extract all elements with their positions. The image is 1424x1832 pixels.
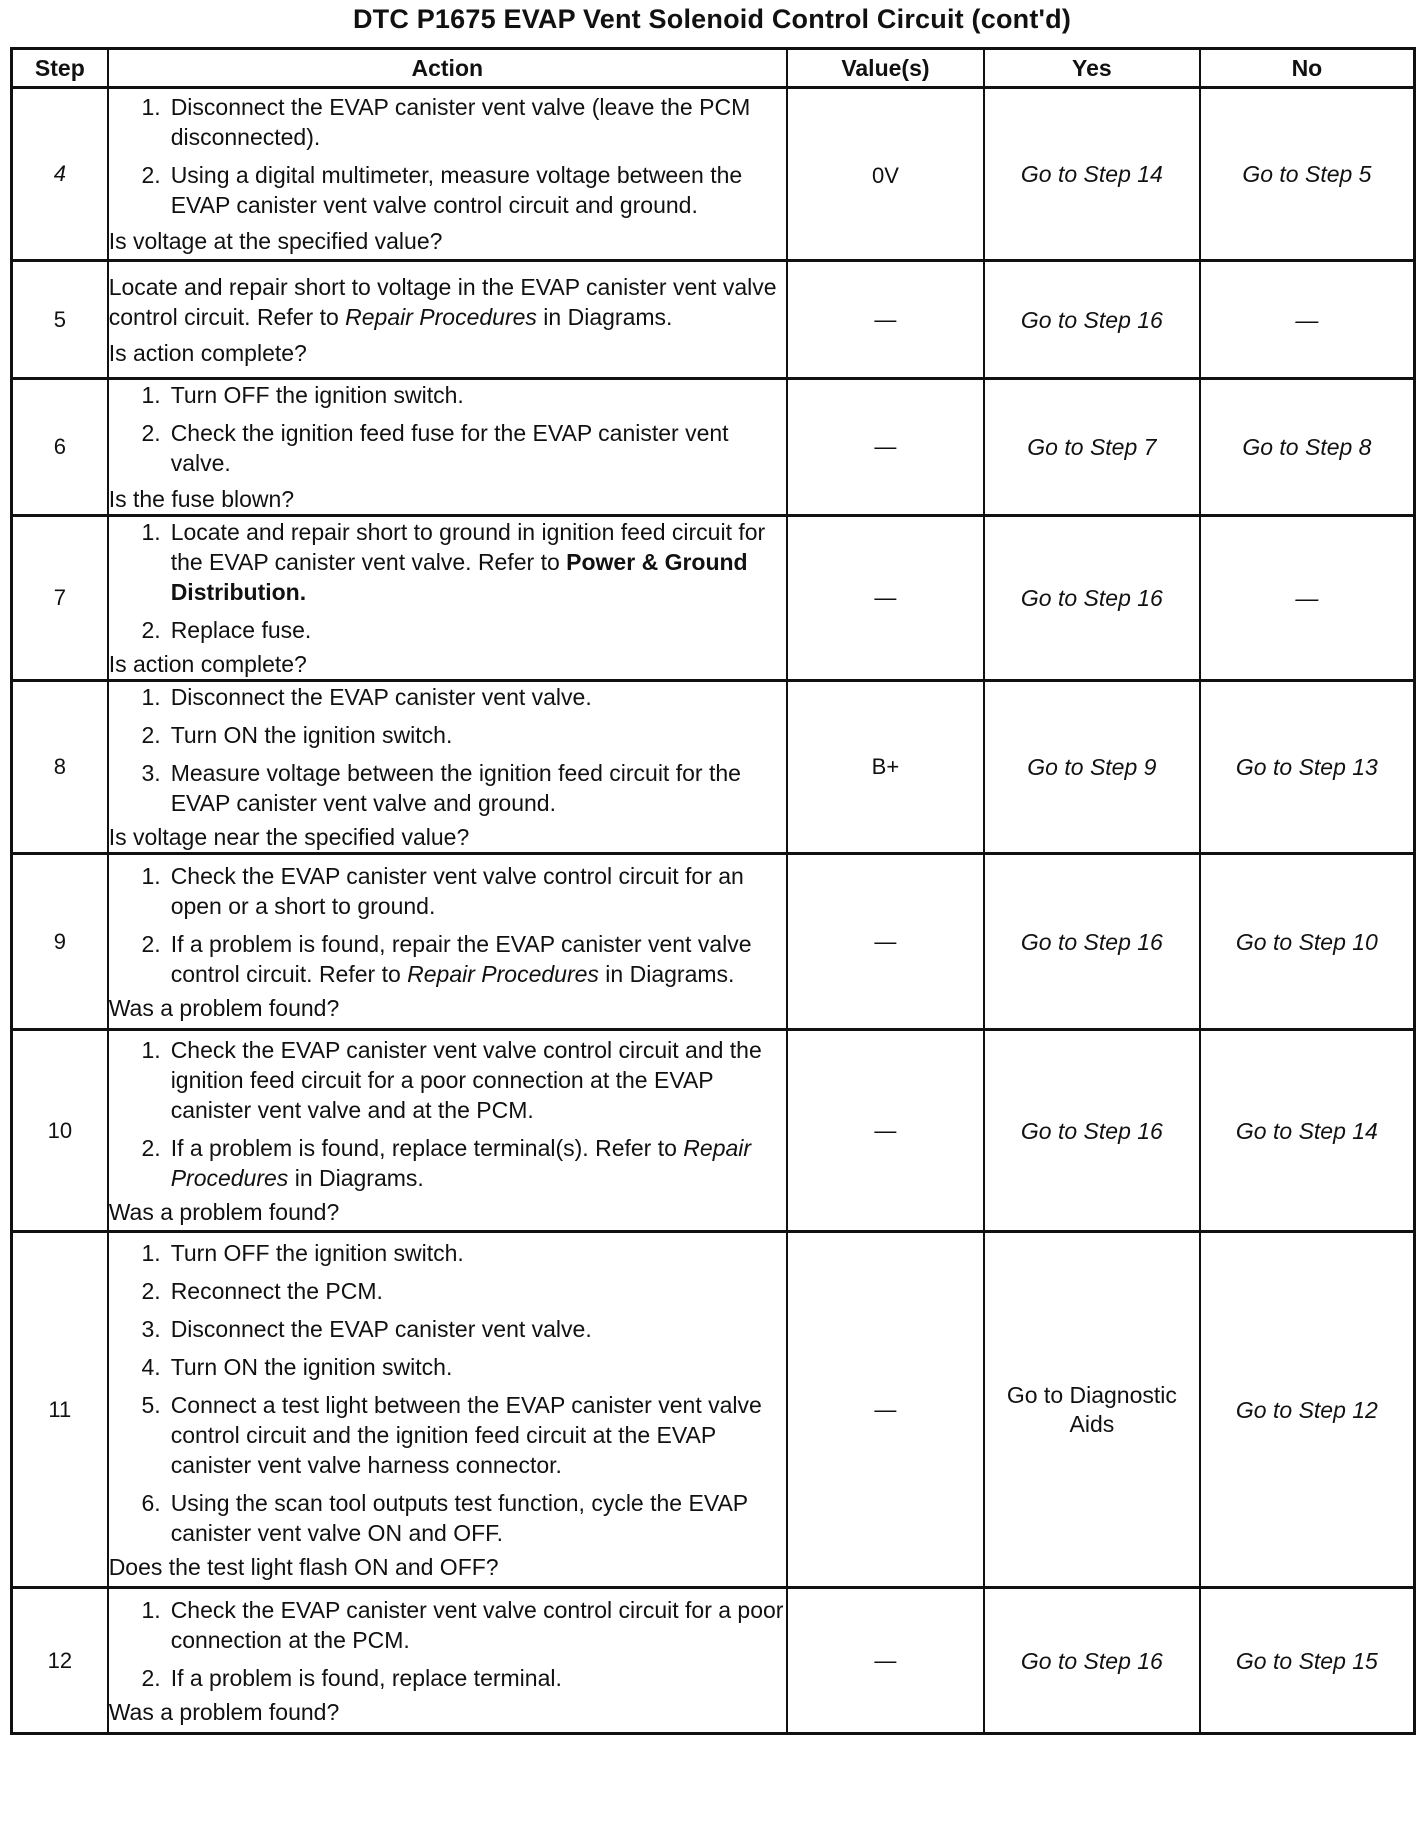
- action-question: Was a problem found?: [108, 1698, 340, 1725]
- table-row: [12, 379, 1415, 516]
- yes-cell: Go to Step 16: [984, 1030, 1200, 1232]
- action-item: 1. Disconnect the EVAP canister vent valve (leave the PCM disconnected).: [141, 94, 751, 150]
- action-cell: [108, 379, 787, 516]
- action-item: 1. Check the EVAP canister vent valve control circuit for a poor connection at the PCM.: [141, 1596, 784, 1653]
- yes-line: Aids: [1069, 1410, 1115, 1437]
- step-number: 9: [12, 854, 108, 1030]
- table-row: [12, 1588, 1415, 1734]
- no-cell: Go to Step 15: [1200, 1588, 1415, 1734]
- no-cell: Go to Step 8: [1200, 379, 1415, 516]
- yes-cell: Go to Step 16: [984, 516, 1200, 681]
- step-number: 5: [12, 261, 108, 379]
- step-number: 12: [12, 1588, 108, 1734]
- action-item: 2. Check the ignition feed fuse for the EVAP canister vent valve.: [141, 420, 729, 476]
- column-header-action: Action: [108, 49, 787, 88]
- action-item: 4. Turn ON the ignition switch.: [141, 1353, 453, 1380]
- value-cell: —: [787, 854, 984, 1030]
- no-cell: Go to Step 13: [1200, 681, 1415, 854]
- step-number: 11: [12, 1232, 108, 1588]
- action-item: 6. Using the scan tool outputs test function, cycle the EVAP canister vent valve ON and OFF.: [141, 1489, 748, 1546]
- action-paragraph: Locate and repair short to voltage in the EVAP canister vent valve control circuit. Refer to Repair Procedures in Diagrams.: [108, 273, 777, 330]
- table-row: [12, 88, 1415, 261]
- action-question: Was a problem found?: [108, 1198, 340, 1225]
- column-header-no: No: [1200, 49, 1415, 88]
- value-cell: —: [787, 379, 984, 516]
- action-item: 5. Connect a test light between the EVAP canister vent valve control circuit and the ignition feed circuit at the EVAP canister vent valve harness connector.: [141, 1391, 762, 1478]
- step-number: 10: [12, 1030, 108, 1232]
- action-item: 2. Using a digital multimeter, measure voltage between the EVAP canister vent valve control circuit and ground.: [141, 162, 743, 218]
- action-question: Is voltage near the specified value?: [108, 824, 470, 850]
- yes-cell: Go to Step 9: [984, 681, 1200, 854]
- yes-cell: Go to Step 7: [984, 379, 1200, 516]
- column-header-yes: Yes: [984, 49, 1200, 88]
- no-cell: —: [1200, 516, 1415, 681]
- table-row: [12, 854, 1415, 1030]
- value-cell: —: [787, 1588, 984, 1734]
- no-cell: Go to Step 5: [1200, 88, 1415, 261]
- action-item: 1. Turn OFF the ignition switch.: [141, 382, 464, 408]
- action-item: 2. Turn ON the ignition switch.: [141, 722, 453, 748]
- action-item: 1. Check the EVAP canister vent valve control circuit for an open or a short to ground.: [141, 862, 744, 919]
- action-cell: [108, 1030, 787, 1232]
- table-row: [12, 1030, 1415, 1232]
- yes-cell: [984, 1232, 1200, 1588]
- step-number: 4: [12, 88, 108, 261]
- action-cell: [108, 1588, 787, 1734]
- action-cell: [108, 88, 787, 261]
- action-cell: [108, 1232, 787, 1588]
- no-cell: Go to Step 10: [1200, 854, 1415, 1030]
- yes-cell: Go to Step 14: [984, 88, 1200, 261]
- value-cell: —: [787, 1030, 984, 1232]
- value-cell: 0V: [787, 88, 984, 261]
- column-header-value: Value(s): [787, 49, 984, 88]
- action-question: Is voltage at the specified value?: [108, 228, 443, 254]
- action-cell: [108, 516, 787, 681]
- value-cell: B+: [787, 681, 984, 854]
- action-cell: [108, 261, 787, 379]
- column-header-step: Step: [12, 49, 108, 88]
- action-item: 3. Measure voltage between the ignition feed circuit for the EVAP canister vent valve and ground.: [141, 760, 741, 816]
- step-number: 7: [12, 516, 108, 681]
- action-item: 3. Disconnect the EVAP canister vent valve.: [141, 1315, 592, 1342]
- step-number: 6: [12, 379, 108, 516]
- diagnostic-table: [10, 47, 1416, 1735]
- page-title: DTC P1675 EVAP Vent Solenoid Control Circuit (cont'd): [352, 4, 1072, 34]
- action-cell: [108, 854, 787, 1030]
- action-item: 1. Disconnect the EVAP canister vent valve.: [141, 684, 592, 710]
- action-cell: [108, 681, 787, 854]
- table-row: [12, 681, 1415, 854]
- yes-cell: Go to Step 16: [984, 261, 1200, 379]
- value-cell: —: [787, 516, 984, 681]
- action-item: 2. If a problem is found, repair the EVAP canister vent valve control circuit. Refer to Repair Procedures in Diagrams.: [141, 930, 752, 987]
- action-item: 1. Turn OFF the ignition switch.: [141, 1239, 464, 1266]
- action-question: Is action complete?: [108, 651, 307, 677]
- no-cell: —: [1200, 261, 1415, 379]
- yes-cell: Go to Step 16: [984, 854, 1200, 1030]
- value-cell: —: [787, 1232, 984, 1588]
- action-question: Does the test light flash ON and OFF?: [108, 1553, 499, 1580]
- table-row: [12, 261, 1415, 379]
- value-cell: —: [787, 261, 984, 379]
- no-cell: Go to Step 14: [1200, 1030, 1415, 1232]
- table-row: [12, 516, 1415, 681]
- action-item: 1. Locate and repair short to ground in ignition feed circuit for the EVAP canister vent valve. Refer to Power & Ground Distribution.: [141, 519, 766, 605]
- action-question: Is action complete?: [108, 339, 307, 366]
- action-item: 1. Check the EVAP canister vent valve control circuit and the ignition feed circuit for a poor connection at the EVAP canister vent valve and at the PCM.: [141, 1036, 762, 1123]
- step-number: 8: [12, 681, 108, 854]
- table-row: [12, 1232, 1415, 1588]
- yes-line: Go to Diagnostic: [1006, 1381, 1177, 1408]
- yes-cell: Go to Step 16: [984, 1588, 1200, 1734]
- action-item: 2. If a problem is found, replace terminal(s). Refer to Repair Procedures in Diagrams.: [141, 1134, 752, 1191]
- action-item: 2. Reconnect the PCM.: [141, 1277, 383, 1304]
- action-item: 2. Replace fuse.: [141, 617, 312, 643]
- table-header-row: [12, 49, 1415, 88]
- action-item: 2. If a problem is found, replace terminal.: [141, 1664, 562, 1691]
- no-cell: Go to Step 12: [1200, 1232, 1415, 1588]
- action-question: Is the fuse blown?: [108, 486, 295, 512]
- action-question: Was a problem found?: [108, 994, 340, 1021]
